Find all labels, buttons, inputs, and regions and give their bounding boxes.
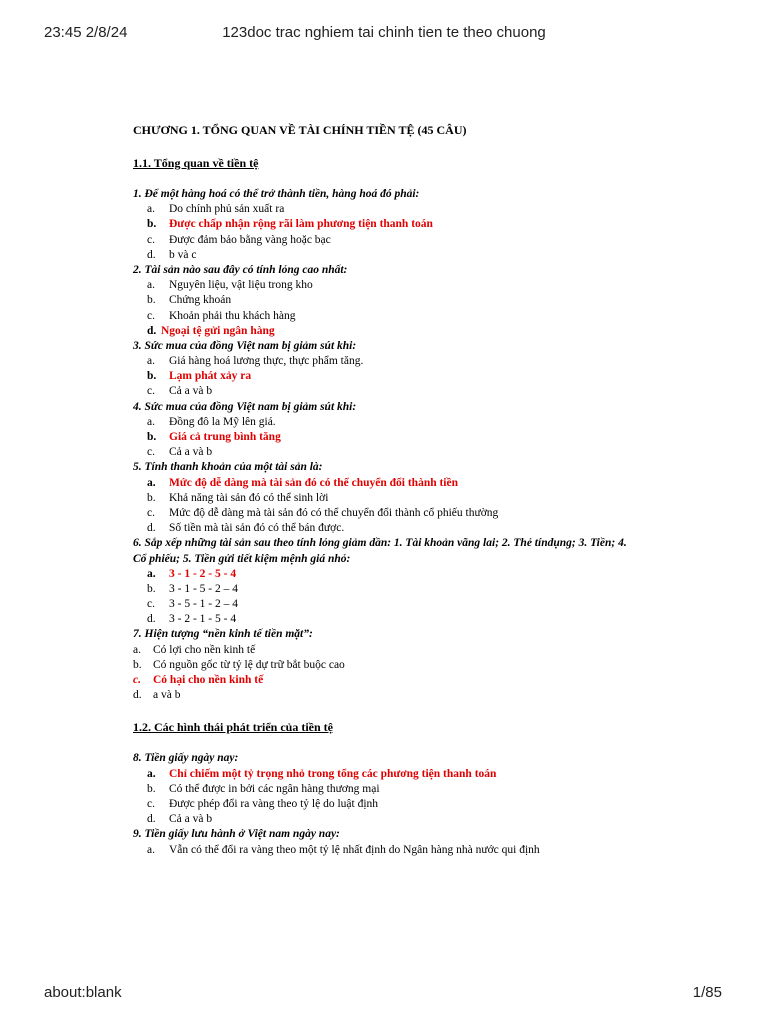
answer-option: d. Số tiền mà tài sản đó có thể bán được. (147, 522, 345, 535)
answer-option-correct: a. Chỉ chiếm một tỷ trọng nhỏ trong tổng các phương tiện thanh toán (147, 767, 497, 780)
print-url: about:blank (44, 984, 122, 1001)
answer-option-correct: b. Được chấp nhận rộng rãi làm phương tiện thanh toán (147, 218, 433, 231)
answer-option: b. Có thể được in bởi các ngân hàng thương mại (147, 782, 380, 795)
question: 9. Tiền giấy lưu hành ở Việt nam ngày nay: (133, 828, 340, 841)
question: 7. Hiện tượng “nền kinh tế tiền mặt”: (133, 628, 313, 641)
answer-option: b. Có nguồn gốc từ tỷ lệ dự trữ bắt buộc cao (133, 658, 345, 671)
answer-option: b. Chứng khoán (147, 294, 232, 307)
question: 1. Để một hàng hoá có thể trở thành tiền, hàng hoá đó phải: (133, 188, 420, 200)
answer-option: d. 3 - 2 - 1 - 5 - 4 (147, 613, 237, 626)
answer-option: b. 3 - 1 - 5 - 2 – 4 (147, 582, 238, 595)
print-footer (0, 984, 768, 1004)
print-header (0, 24, 768, 44)
answer-option: c. Được phép đổi ra vàng theo tỷ lệ do luật định (147, 797, 379, 810)
section-title: 1.1. Tổng quan về tiền tệ (133, 156, 259, 170)
answer-option: c. Khoản phải thu khách hàng (147, 309, 296, 322)
question: 5. Tính thanh khoản của một tài sản là: (133, 461, 323, 474)
section-title: 1.2. Các hình thái phát triển của tiền tệ (133, 720, 334, 735)
answer-option-correct: b. Giá cả trung bình tăng (147, 431, 281, 443)
answer-option: d. Cả a và b (147, 813, 213, 826)
answer-option: a. Do chính phủ sản xuất ra (147, 203, 285, 216)
question: 8. Tiền giấy ngày nay: (133, 752, 239, 765)
answer-option: a. Vẫn có thể đổi ra vàng theo một tỷ lệ nhất định do Ngân hàng nhà nước qui định (147, 843, 540, 856)
question: 4. Sức mua của đồng Việt nam bị giảm sút khi: (133, 400, 357, 413)
answer-option: c. Cả a và b (147, 446, 213, 459)
answer-option: d. b và c (147, 248, 197, 261)
answer-option: c. 3 - 5 - 1 - 2 – 4 (147, 598, 238, 611)
answer-option: a. Giá hàng hoá lương thực, thực phẩm tăng. (147, 355, 364, 368)
answer-option: a. Có lợi cho nền kinh tế (133, 643, 256, 656)
document-body (133, 123, 653, 858)
question: 3. Sức mua của đồng Việt nam bị giảm sút khi: (133, 339, 357, 352)
answer-option: c. Được đảm bảo bằng vàng hoặc bạc (147, 233, 331, 246)
print-datetime: 23:45 2/8/24 (44, 24, 128, 41)
answer-option-correct: c. Có hại cho nền kinh tế (133, 674, 264, 687)
answer-option: c. Cả a và b (147, 385, 213, 398)
answer-option-correct: a. Mức độ dễ dàng mà tài sản đó có thể chuyển đổi thành tiền (147, 476, 459, 489)
page-number: 1/85 (692, 984, 722, 1001)
answer-option: a. Đồng đô la Mỹ lên giá. (147, 415, 276, 428)
answer-option: c. Mức độ dễ dàng mà tài sản đó có thể chuyển đổi thành cổ phiếu thường (147, 506, 499, 519)
chapter-title: CHƯƠNG 1. TỔNG QUAN VỀ TÀI CHÍNH TIỀN TỆ (45 CÂU) (133, 123, 467, 137)
answer-option-correct: a. 3 - 1 - 2 - 5 - 4 (147, 567, 237, 580)
question: 6. Sắp xếp những tài sản sau theo tính lỏng giảm dần: 1. Tài khoản vãng lai; 2. Thẻ tíndụng; 3. Tiền; 4. Cổ phiếu; 5. Tiền gửi tiết kiệm mệnh giá nhỏ: (133, 537, 627, 565)
answer-option-correct: b. Lạm phát xảy ra (147, 370, 252, 383)
answer-option-correct: d. Ngoại tệ gửi ngân hàng (147, 324, 275, 337)
print-title: 123doc trac nghiem tai chinh tien te theo chuong (222, 24, 546, 41)
question: 2. Tài sản nào sau đây có tính lỏng cao nhất: (133, 263, 348, 276)
answer-option: d. a và b (133, 689, 181, 702)
answer-option: b. Khả năng tài sản đó có thể sinh lời (147, 491, 329, 504)
answer-option: a. Nguyên liệu, vật liệu trong kho (147, 279, 313, 292)
